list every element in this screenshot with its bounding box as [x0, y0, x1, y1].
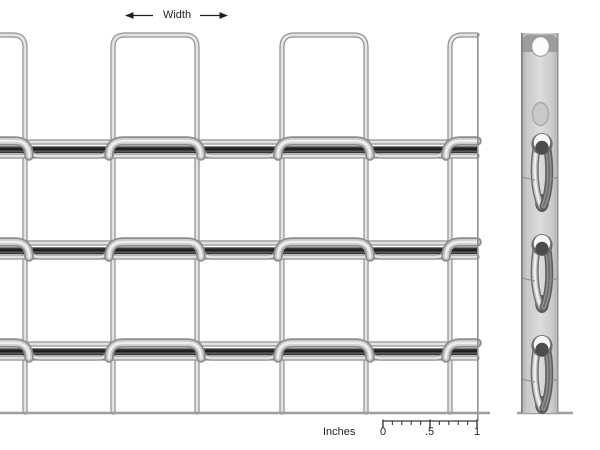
mesh-row — [0, 343, 477, 358]
inches-label: Inches — [323, 426, 356, 438]
side-view — [521, 33, 559, 414]
ruler-label-zero: 0 — [379, 426, 387, 438]
mesh — [0, 33, 478, 421]
edge-top-hole — [532, 37, 550, 57]
cross-rod — [0, 146, 477, 153]
edge-slot — [533, 103, 549, 126]
mesh-row — [0, 141, 477, 156]
cross-rod — [0, 247, 477, 254]
ruler-label-one: 1 — [473, 426, 481, 438]
width-label: Width — [162, 9, 192, 21]
mesh-row — [0, 242, 477, 257]
cross-rod — [0, 348, 477, 355]
ruler-label-half: .5 — [424, 426, 435, 438]
